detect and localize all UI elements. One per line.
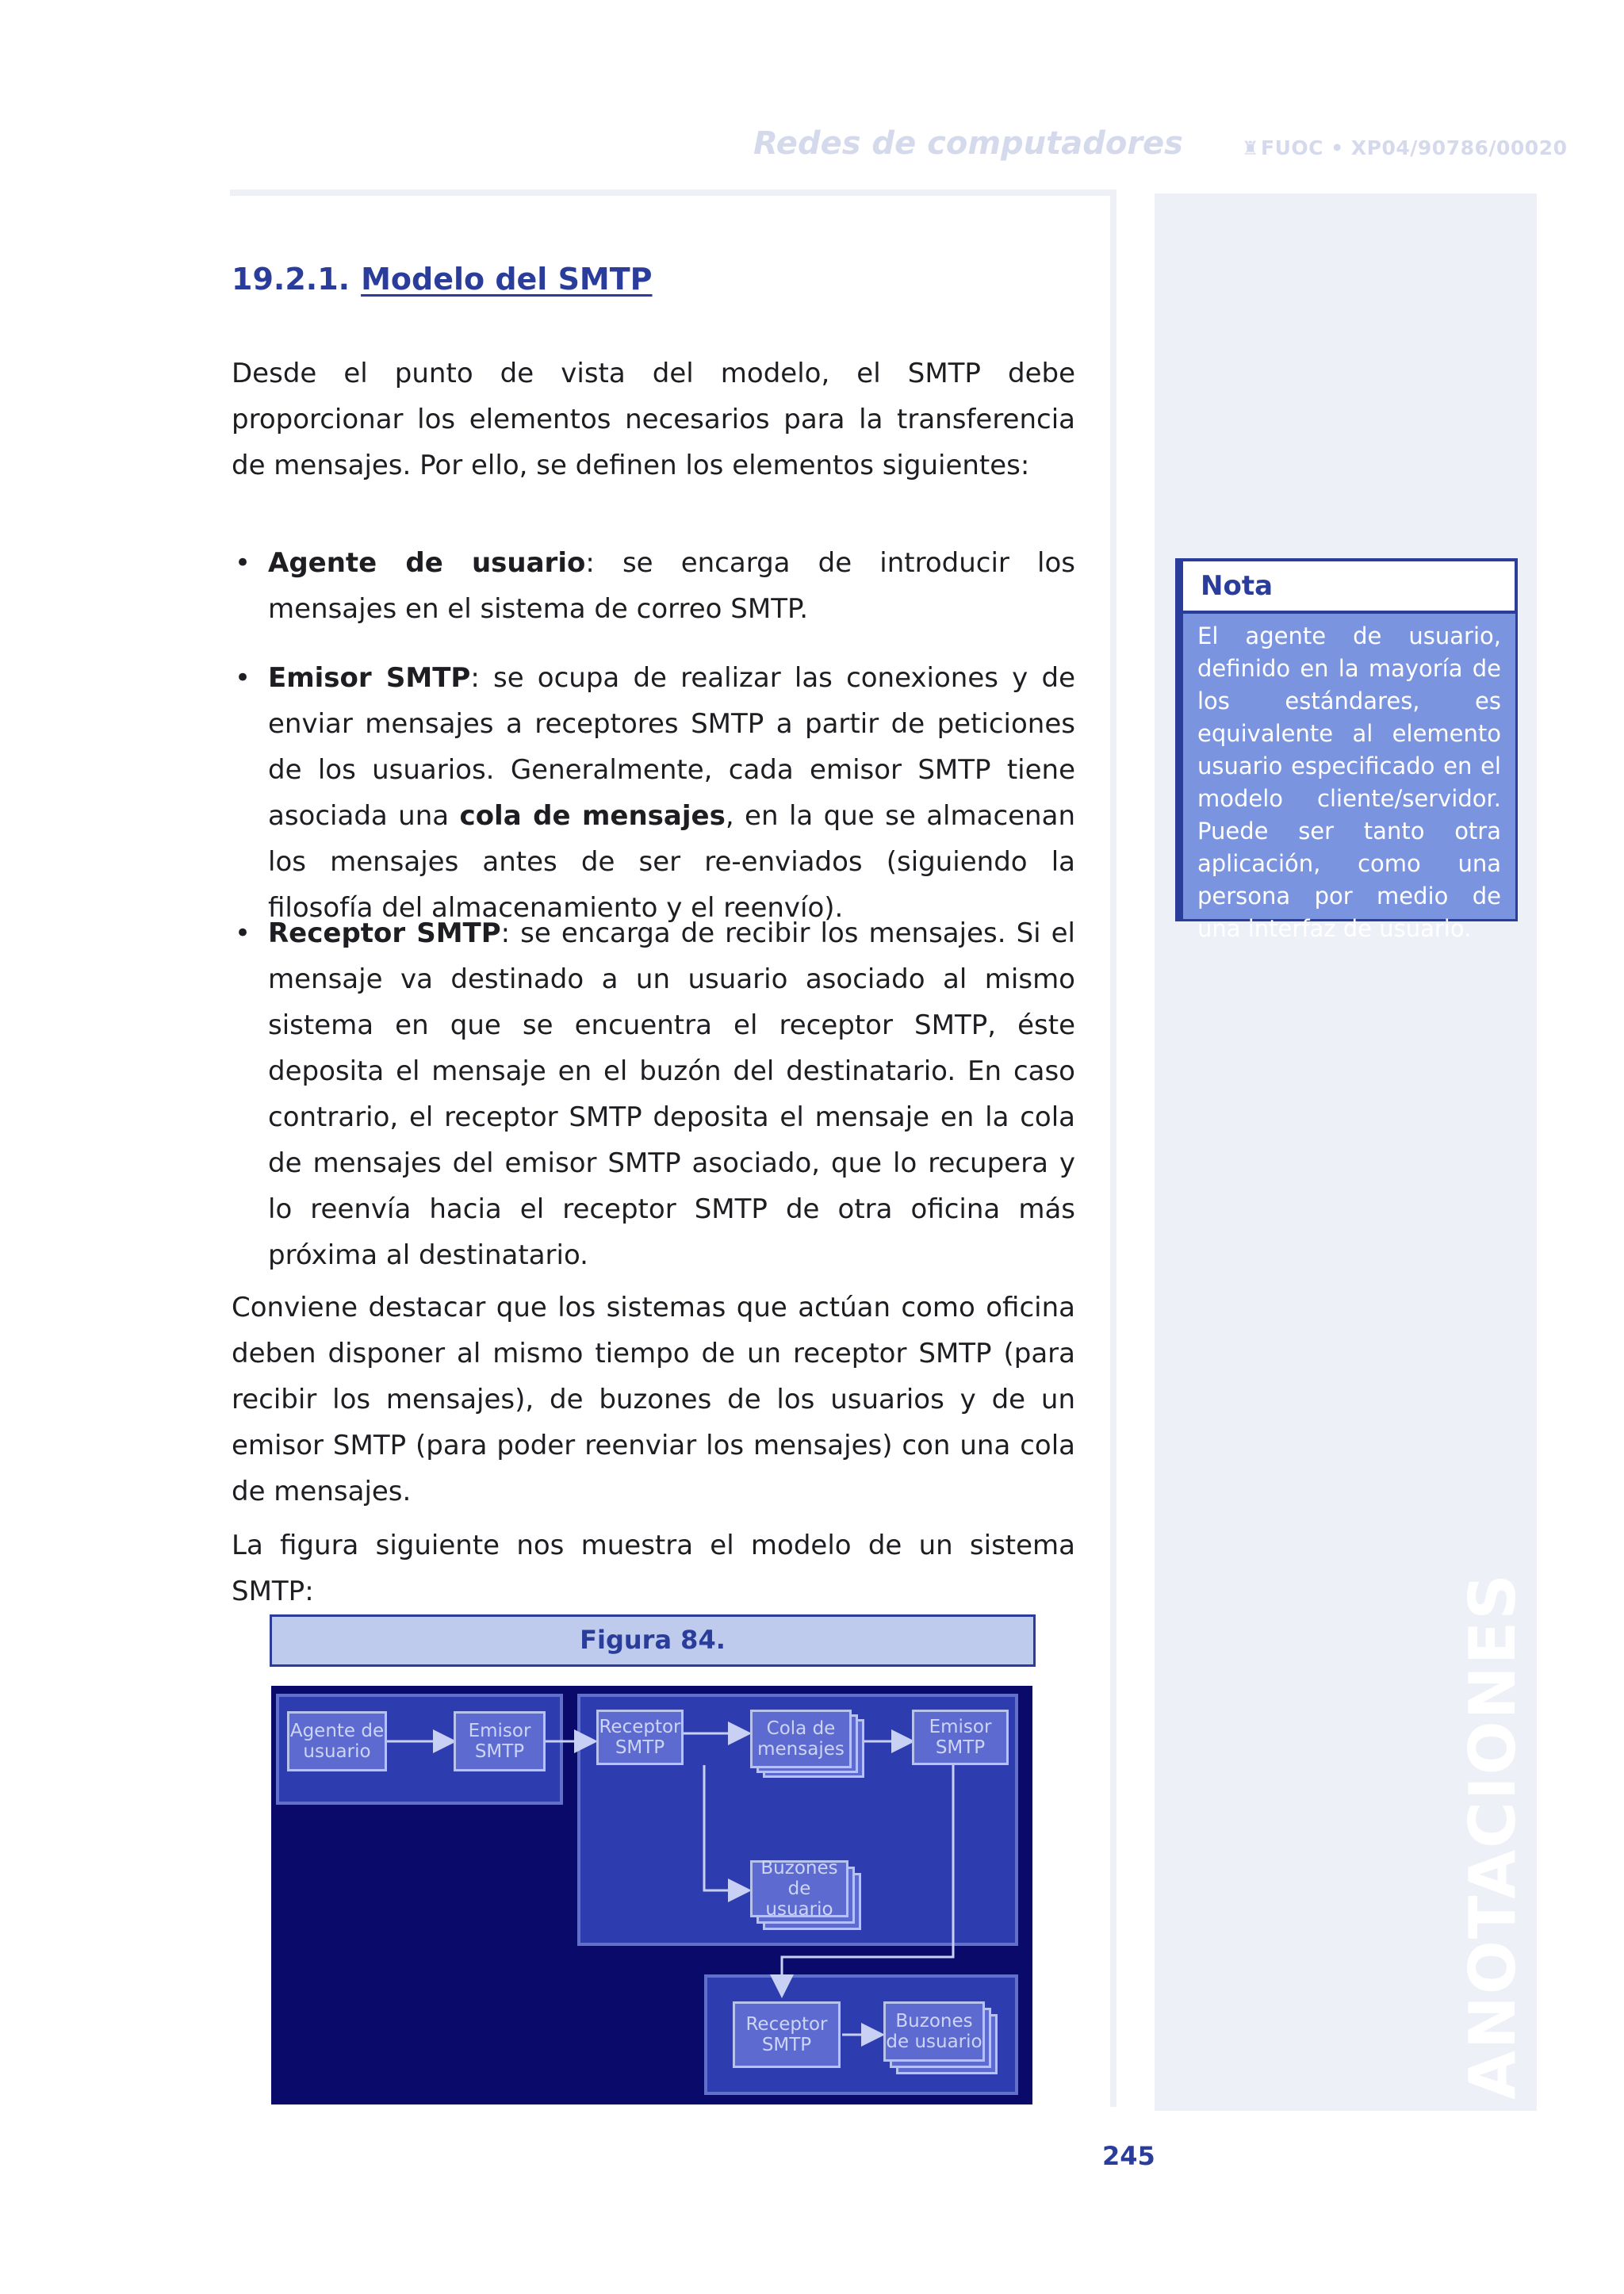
bullet-dot: • [235,917,251,949]
list-item [232,910,1075,1278]
node-receptor-smtp-2: Receptor SMTP [733,2001,841,2068]
bullet-dot: • [235,662,251,694]
node-receptor-smtp: Receptor SMTP [596,1710,684,1765]
page-number: 245 [1102,2141,1155,2171]
section-number: 19.2.1. [232,262,350,297]
bullet-dot: • [235,547,251,579]
node-cola-de-mensajes: Cola de mensajes [750,1710,852,1768]
node-buzones-de-usuario-2: Buzones de usuario [883,2001,985,2062]
arrow-receptor-to-buzones [704,1765,747,1890]
node-emisor-smtp: Emisor SMTP [454,1711,546,1771]
bullet-text: : se ocupa de realizar las conexiones y de enviar mensajes a receptores SMTP a partir de peticiones de los usuarios. Generalmente, cada emisor SMTP tiene asociada una [268,662,1075,832]
top-rule [230,190,1116,196]
term-cola-de-mensajes: cola de mensajes [459,800,726,832]
column-rule [1110,190,1116,2107]
bullet-text: : se encarga de introducir los mensajes en el sistema de correo SMTP. [268,547,1075,625]
fuoc-logo-icon: ♜ [1242,137,1260,159]
node-agente-de-usuario: Agente de usuario [287,1711,387,1771]
term-receptor-smtp: Receptor SMTP [268,917,501,949]
running-header-title: Redes de computadores [753,125,1183,162]
bullet-text: , en la que se almacenan los mensajes antes de ser re-enviados (siguiendo la filosofía del almacenamiento y el reenvío). [268,800,1075,924]
paragraph-offices: Conviene destacar que los sistemas que actúan como oficina deben disponer al mismo tiempo de un receptor SMTP (para recibir los mensajes), de buzones de los usuarios y de un emisor SMTP (para poder reenviar los mensajes) con una cola de mensajes. [232,1292,1075,1507]
node-emisor-smtp-2: Emisor SMTP [912,1710,1009,1765]
nota-title: Nota [1175,558,1518,614]
node-buzones-de-usuario: Buzones de usuario [750,1860,848,1917]
reference-code: FUOC • XP04/90786/00020 [1261,136,1568,159]
list-item [232,540,1075,632]
nota-box [1175,558,1518,942]
smtp-model-diagram [271,1686,1032,2104]
list-item [232,655,1075,931]
term-agente-de-usuario: Agente de usuario [268,547,586,579]
section-heading [232,262,653,297]
sidebar-label: ANOTACIONES [1456,1572,1530,2100]
figure-caption: Figura 84. [270,1614,1036,1667]
nota-text: El agente de usuario, definido en la mayoría de los estándares, es equivalente al elemento usuario especificado en el modelo cliente/servidor. Puede ser tanto otra aplicación, como una persona por medio de una interfaz de usuario. [1175,614,1518,921]
section-title[interactable]: Modelo del SMTP [361,262,653,297]
running-header-reference [1242,136,1567,159]
term-emisor-smtp: Emisor SMTP [268,662,471,694]
paragraph-figure-intro: La figura siguiente nos muestra el modelo de un sistema SMTP: [232,1530,1075,1607]
intro-paragraph: Desde el punto de vista del modelo, el SMTP debe proporcionar los elementos necesarios para la transferencia de mensajes. Por ello, se definen los elementos siguientes: [232,358,1075,481]
bullet-text: : se encarga de recibir los mensajes. Si el mensaje va destinado a un usuario asociado al mismo sistema en que se encuentra el receptor SMTP, éste deposita el mensaje en el buzón del destinatario. En caso contrario, el receptor SMTP deposita el mensaje en la cola de mensajes del emisor SMTP asociado, que lo recupera y lo reenvía hacia el receptor SMTP de otra oficina más próxima al destinatario. [268,917,1075,1271]
